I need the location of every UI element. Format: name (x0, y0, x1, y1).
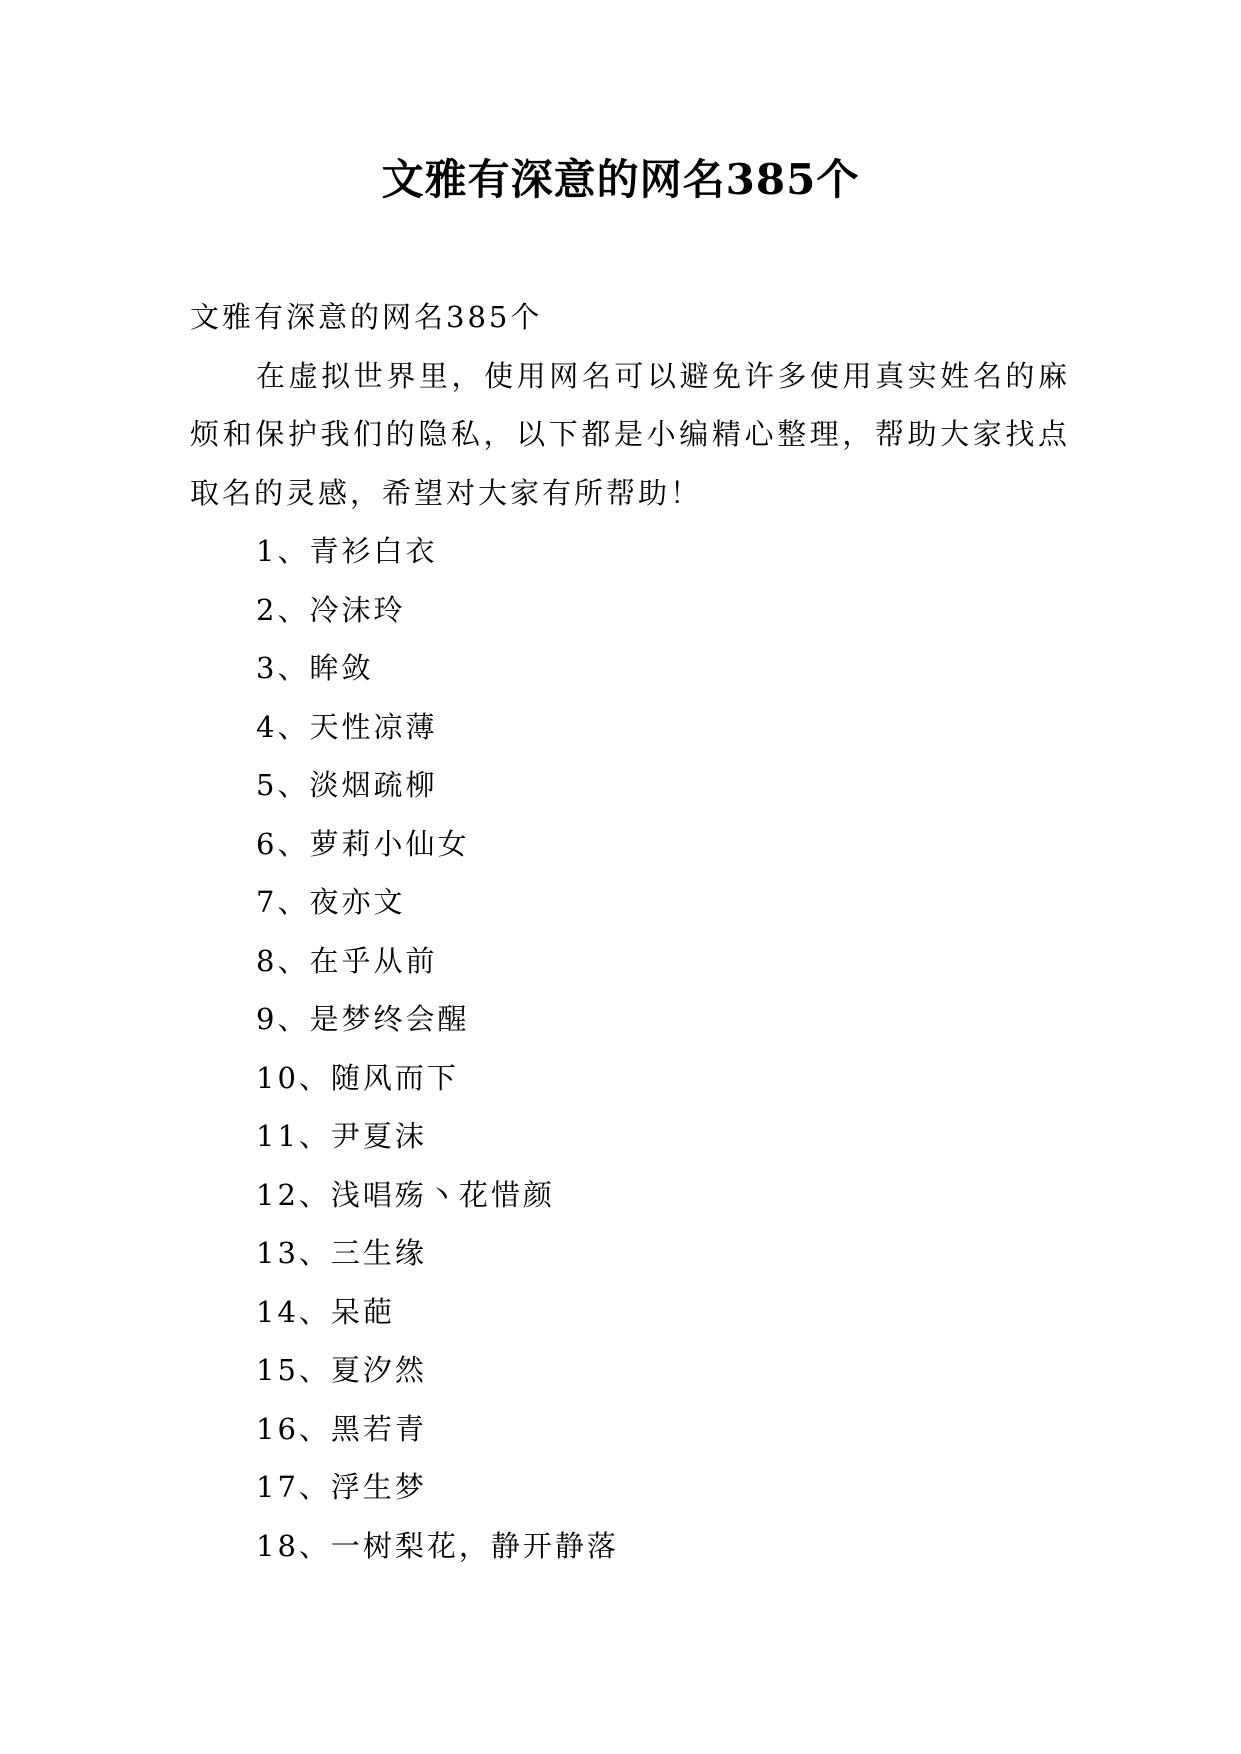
list-item: 16、黑若青 (256, 1411, 427, 1446)
list-item: 9、是梦终会醒 (256, 1002, 470, 1036)
list-item: 14、呆葩 (256, 1294, 395, 1329)
list-item: 10、随风而下 (256, 1060, 459, 1095)
name-list (190, 522, 1070, 1575)
list-item: 1、青衫白衣 (256, 534, 438, 568)
document-subtitle: 文雅有深意的网名385个 (190, 300, 543, 334)
list-item: 4、天性凉薄 (256, 709, 438, 744)
document-body (190, 288, 1070, 1575)
intro-paragraph: 在虚拟世界里，使用网名可以避免许多使用真实姓名的麻烦和保护我们的隐私，以下都是小编精心整理，帮助大家找点取名的灵感，希望对大家有所帮助！ (190, 358, 1070, 510)
list-item: 2、冷沫玲 (256, 592, 406, 627)
list-item: 11、尹夏沫 (256, 1119, 427, 1153)
list-item: 17、浮生梦 (256, 1470, 427, 1504)
list-item: 3、眸敛 (256, 651, 374, 685)
list-item: 5、淡烟疏柳 (256, 768, 438, 802)
list-item: 8、在乎从前 (256, 943, 438, 978)
list-item: 6、萝莉小仙女 (256, 826, 470, 861)
list-item: 13、三生缘 (256, 1236, 427, 1270)
list-item: 15、夏汐然 (256, 1353, 427, 1387)
page-title: 文雅有深意的网名385个 (381, 155, 860, 204)
list-item: 7、夜亦文 (256, 885, 406, 919)
list-item: 18、一树梨花，静开静落 (256, 1528, 619, 1563)
list-item: 12、浅唱殇丶花惜颜 (256, 1177, 555, 1212)
